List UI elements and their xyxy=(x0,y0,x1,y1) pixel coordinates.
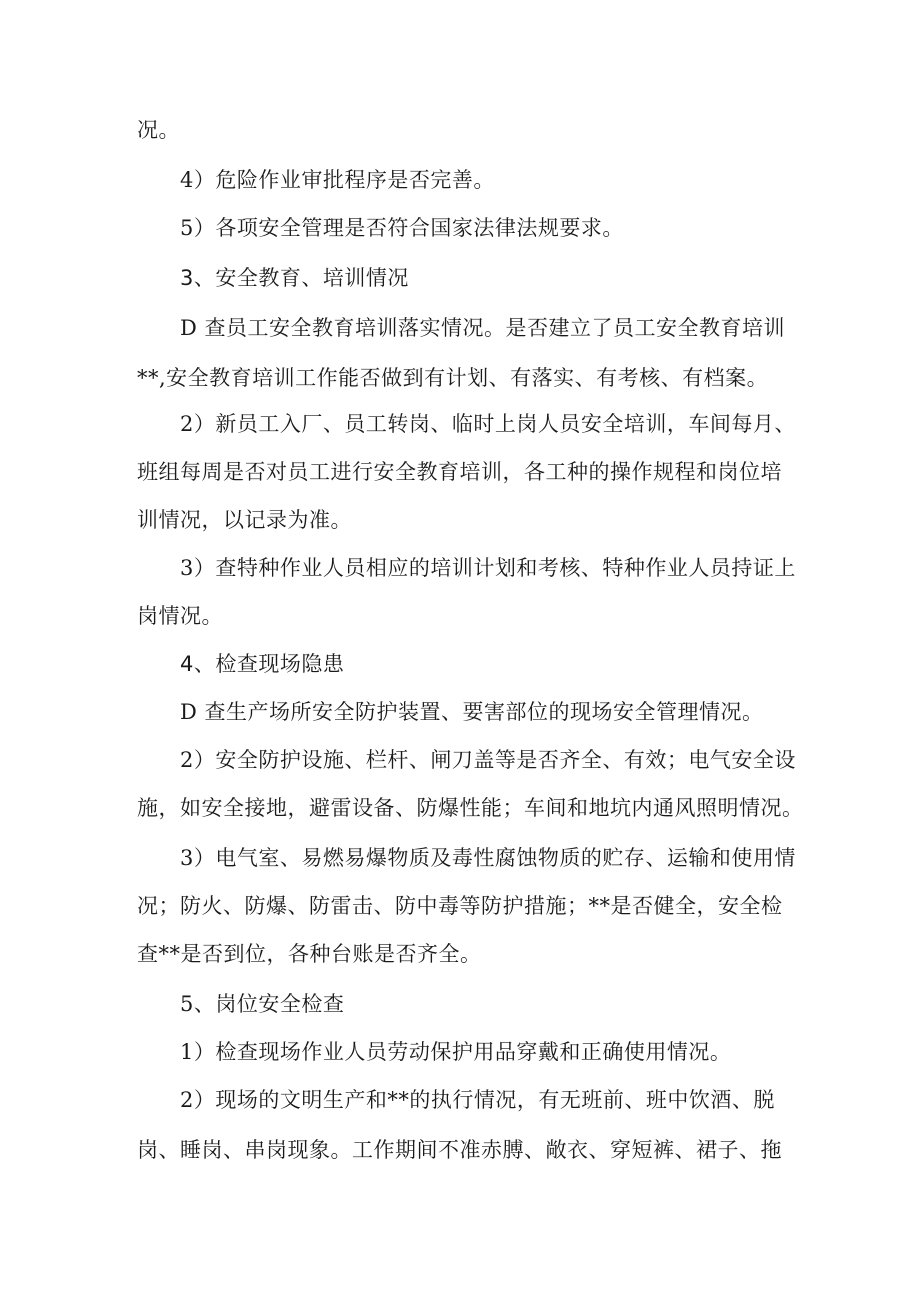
list-item-1: 1）检查现场作业人员劳动保护用品穿戴和正确使用情况。 xyxy=(180,1040,732,1064)
list-item-5: 5）各项安全管理是否符合国家法律法规要求。 xyxy=(180,216,624,240)
text-line: 岗、睡岗、串岗现象。工作期间不准赤膊、敞衣、穿短裤、裙子、拖 xyxy=(137,1138,782,1162)
section-heading-5: 5、岗位安全检查 xyxy=(180,992,345,1016)
text-line: 查**是否到位，各种台账是否齐全。 xyxy=(137,942,482,966)
text-line: 况。 xyxy=(137,118,180,142)
list-item-2: 2）新员工入厂、员工转岗、临时上岗人员安全培训，车间每月、 xyxy=(180,412,796,436)
section-heading-3: 3、安全教育、培训情况 xyxy=(180,266,409,290)
list-item-2: 2）现场的文明生产和**的执行情况，有无班前、班中饮酒、脱 xyxy=(180,1088,775,1112)
text-line: 施，如安全接地，避雷设备、防爆性能；车间和地坑内通风照明情况。 xyxy=(137,796,804,820)
list-item-3: 3）电气室、易燃易爆物质及毒性腐蚀物质的贮存、运输和使用情 xyxy=(180,846,796,870)
section-heading-4: 4、检查现场隐患 xyxy=(180,652,345,676)
text-line: 班组每周是否对员工进行安全教育培训，各工种的操作规程和岗位培 xyxy=(137,460,782,484)
list-item-2: 2）安全防护设施、栏杆、闸刀盖等是否齐全、有效；电气安全设 xyxy=(180,748,796,772)
text-line: 岗情况。 xyxy=(137,604,223,628)
text-line: 况；防火、防爆、防雷击、防中毒等防护措施；**是否健全，安全检 xyxy=(137,894,783,918)
list-item-1: D 查员工安全教育培训落实情况。是否建立了员工安全教育培训 xyxy=(180,316,786,340)
text-line: 训情况，以记录为准。 xyxy=(137,508,352,532)
list-item-3: 3）查特种作业人员相应的培训计划和考核、特种作业人员持证上 xyxy=(180,556,796,580)
list-item-4: 4）危险作业审批程序是否完善。 xyxy=(180,168,495,192)
list-item-1: D 查生产场所安全防护装置、要害部位的现场安全管理情况。 xyxy=(180,700,764,724)
text-line: **,安全教育培训工作能否做到有计划、有落实、有考核、有档案。 xyxy=(137,366,769,390)
